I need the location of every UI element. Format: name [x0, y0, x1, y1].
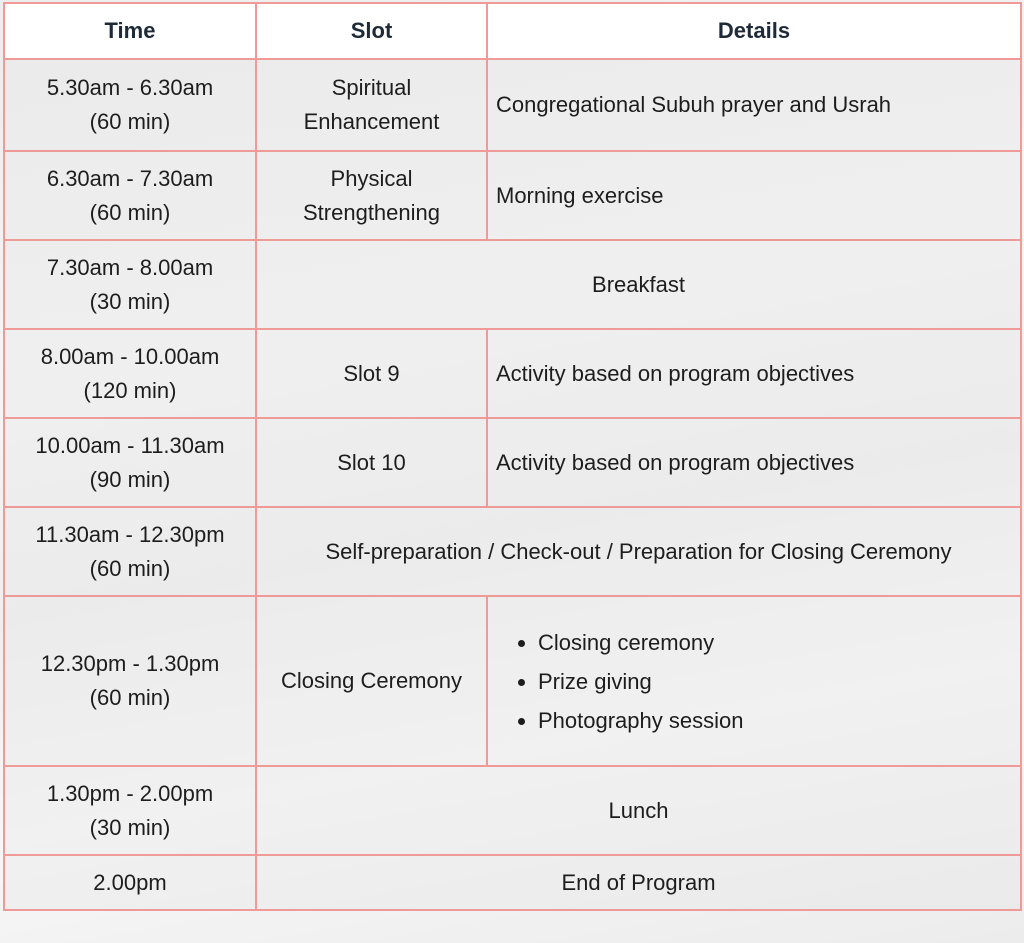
- table-row: [4, 151, 1021, 240]
- duration: (60 min): [89, 555, 171, 581]
- slot-label-line: Spiritual: [331, 75, 412, 100]
- duration: (60 min): [89, 109, 171, 134]
- time-range: 10.00am - 11.30am: [35, 432, 225, 458]
- time-range: 2.00pm: [93, 869, 167, 895]
- time-range: 12.30pm - 1.30pm: [40, 651, 220, 676]
- duration: (30 min): [89, 814, 171, 840]
- time-cell: [4, 596, 256, 766]
- time-cell: [4, 418, 256, 507]
- table-row: [4, 329, 1021, 418]
- merged-cell: Lunch: [256, 766, 1021, 855]
- table-row: [4, 240, 1021, 329]
- table-row: [4, 507, 1021, 596]
- slot-cell: [256, 151, 487, 240]
- time-range: 5.30am - 6.30am: [46, 75, 214, 100]
- time-range: 7.30am - 8.00am: [46, 254, 214, 280]
- merged-cell: Self-preparation / Check-out / Preparation for Closing Ceremony: [256, 507, 1021, 596]
- slot-label-line: Strengthening: [303, 199, 440, 225]
- time-cell: [4, 240, 256, 329]
- details-cell: [487, 596, 1021, 766]
- table-row: [4, 418, 1021, 507]
- details-cell: Activity based on program objectives: [487, 329, 1021, 418]
- table-row: [4, 855, 1021, 910]
- time-cell: [4, 766, 256, 855]
- table-row: [4, 59, 1021, 151]
- time-cell: [4, 329, 256, 418]
- time-range: 6.30am - 7.30am: [46, 165, 214, 191]
- details-cell: Morning exercise: [487, 151, 1021, 240]
- duration: (90 min): [89, 466, 171, 492]
- time-range: 11.30am - 12.30pm: [35, 521, 225, 547]
- time-range: 1.30pm - 2.00pm: [46, 780, 214, 806]
- header-slot: Slot: [256, 3, 487, 59]
- time-range: 8.00am - 10.00am: [40, 343, 220, 369]
- list-item: • Prize giving: [538, 662, 1014, 701]
- time-cell: [4, 855, 256, 910]
- details-cell: Activity based on program objectives: [487, 418, 1021, 507]
- list-item: • Closing ceremony: [538, 623, 1014, 662]
- details-bullet-list: [494, 623, 1014, 740]
- duration: (120 min): [83, 377, 177, 403]
- header-row: [4, 3, 1021, 59]
- merged-cell: Breakfast: [256, 240, 1021, 329]
- header-time: Time: [4, 3, 256, 59]
- slot-label-line: Enhancement: [303, 109, 440, 134]
- duration: (30 min): [89, 288, 171, 314]
- table-row: [4, 596, 1021, 766]
- slot-label-line: Physical: [330, 165, 413, 191]
- time-cell: [4, 151, 256, 240]
- time-cell: [4, 59, 256, 151]
- duration: (60 min): [89, 685, 171, 710]
- slot-cell: [256, 59, 487, 151]
- list-item: • Photography session: [538, 701, 1014, 740]
- slot-cell: Slot 10: [256, 418, 487, 507]
- duration: (60 min): [89, 199, 171, 225]
- schedule-table: [3, 2, 1022, 911]
- time-cell: [4, 507, 256, 596]
- details-cell: Congregational Subuh prayer and Usrah: [487, 59, 1021, 151]
- slot-cell: Slot 9: [256, 329, 487, 418]
- slot-cell: Closing Ceremony: [256, 596, 487, 766]
- table-row: [4, 766, 1021, 855]
- merged-cell: End of Program: [256, 855, 1021, 910]
- header-details: Details: [487, 3, 1021, 59]
